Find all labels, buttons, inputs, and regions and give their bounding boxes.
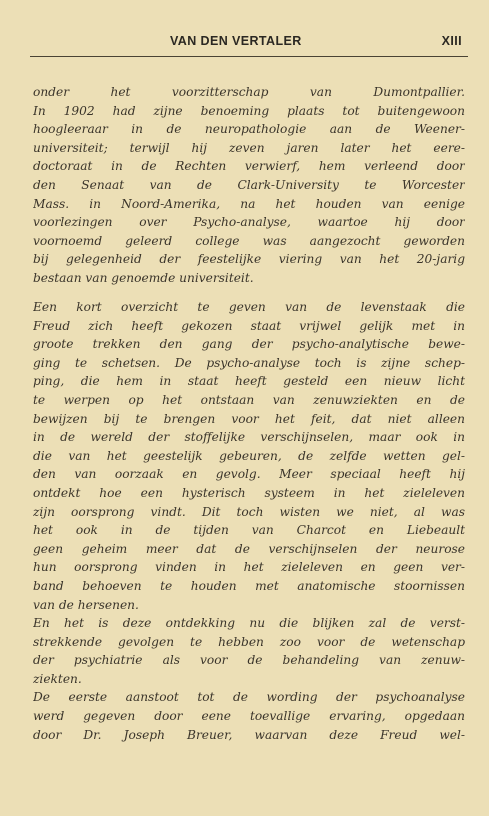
text-line: onder het voorzitterschap van Dumontpallier. (33, 85, 465, 99)
text-line: in de wereld der stoffelijke verschijnselen, maar ook in (33, 430, 465, 445)
running-header (30, 34, 466, 54)
paragraph-freud-overview (33, 298, 465, 744)
text-line: te werpen op het ontstaan van zenuwziekten en de (33, 392, 465, 407)
text-line: strekkende gevolgen te hebben zoo voor de wetenschap (33, 634, 465, 649)
text-line: geen geheim meer dat de verschijnselen der neurose (33, 541, 465, 556)
text-line: door Dr. Joseph Breuer, waarvan deze Freud wel- (33, 727, 465, 742)
text-line: ping, die hem in staat heeft gesteld een nieuw licht (33, 374, 465, 389)
text-line: zijn oorsprong vindt. Dit toch wisten we niet, al was (33, 504, 465, 519)
text-line: werd gegeven door eene toevallige ervaring, opgedaan (33, 709, 465, 724)
page-number: XIII (441, 34, 462, 48)
text-line: bestaan van genoemde universiteit. (33, 270, 254, 285)
text-line: band behoeven te houden met anatomische stoornissen (33, 578, 465, 593)
header-rule (30, 56, 468, 57)
text-line: Mass. in Noord-Amerika, na het houden van eenige (33, 196, 465, 211)
text-line: Een kort overzicht te geven van de levenstaak die (33, 300, 465, 314)
text-line: hoogleeraar in de neuropathologie aan de Weener- (33, 122, 465, 137)
text-line: ziekten. (33, 671, 82, 686)
running-title: VAN DEN VERTALER (170, 34, 302, 48)
text-line: De eerste aanstoot tot de wording der psychoanalyse (33, 690, 465, 705)
text-line: hun oorsprong vinden in het zieleleven en geen ver- (33, 560, 465, 575)
text-line: ging te schetsen. De psycho-analyse toch is zijne schep- (33, 355, 465, 370)
text-line: voornoemd geleerd college was aangezocht geworden (33, 233, 465, 248)
text-line: der psychiatrie als voor de behandeling van zenuw- (33, 653, 465, 668)
text-line: In 1902 had zijne benoeming plaats tot buitengewoon (33, 103, 465, 118)
text-line: het ook in de tijden van Charcot en Liebeault (33, 523, 465, 538)
text-line: van de hersenen. (33, 597, 139, 612)
text-line: En het is deze ontdekking nu die blijken zal de verst- (33, 616, 465, 631)
text-line: universiteit; terwijl hij zeven jaren later het eere- (33, 140, 465, 155)
paragraph-dumontpallier (33, 83, 465, 288)
text-line: groote trekken den gang der psycho-analytische bewe- (33, 337, 465, 352)
text-line: ontdekt hoe een hysterisch systeem in het zieleleven (33, 485, 465, 500)
text-line: voorlezingen over Psycho-analyse, waartoe hij door (33, 215, 465, 230)
text-line: bij gelegenheid der feestelijke viering van het 20-jarig (33, 252, 465, 267)
text-line: doctoraat in de Rechten verwierf, hem verleend door (33, 159, 465, 174)
text-line: die van het geestelijk gebeuren, de zelfde wetten gel- (33, 448, 465, 463)
text-line: bewijzen bij te brengen voor het feit, dat niet alleen (33, 411, 465, 426)
text-line: den van oorzaak en gevolg. Meer speciaal heeft hij (33, 467, 465, 482)
text-line: den Senaat van de Clark-University te Worcester (33, 177, 465, 192)
text-line: Freud zich heeft gekozen staat vrijwel gelijk met in (33, 318, 465, 333)
